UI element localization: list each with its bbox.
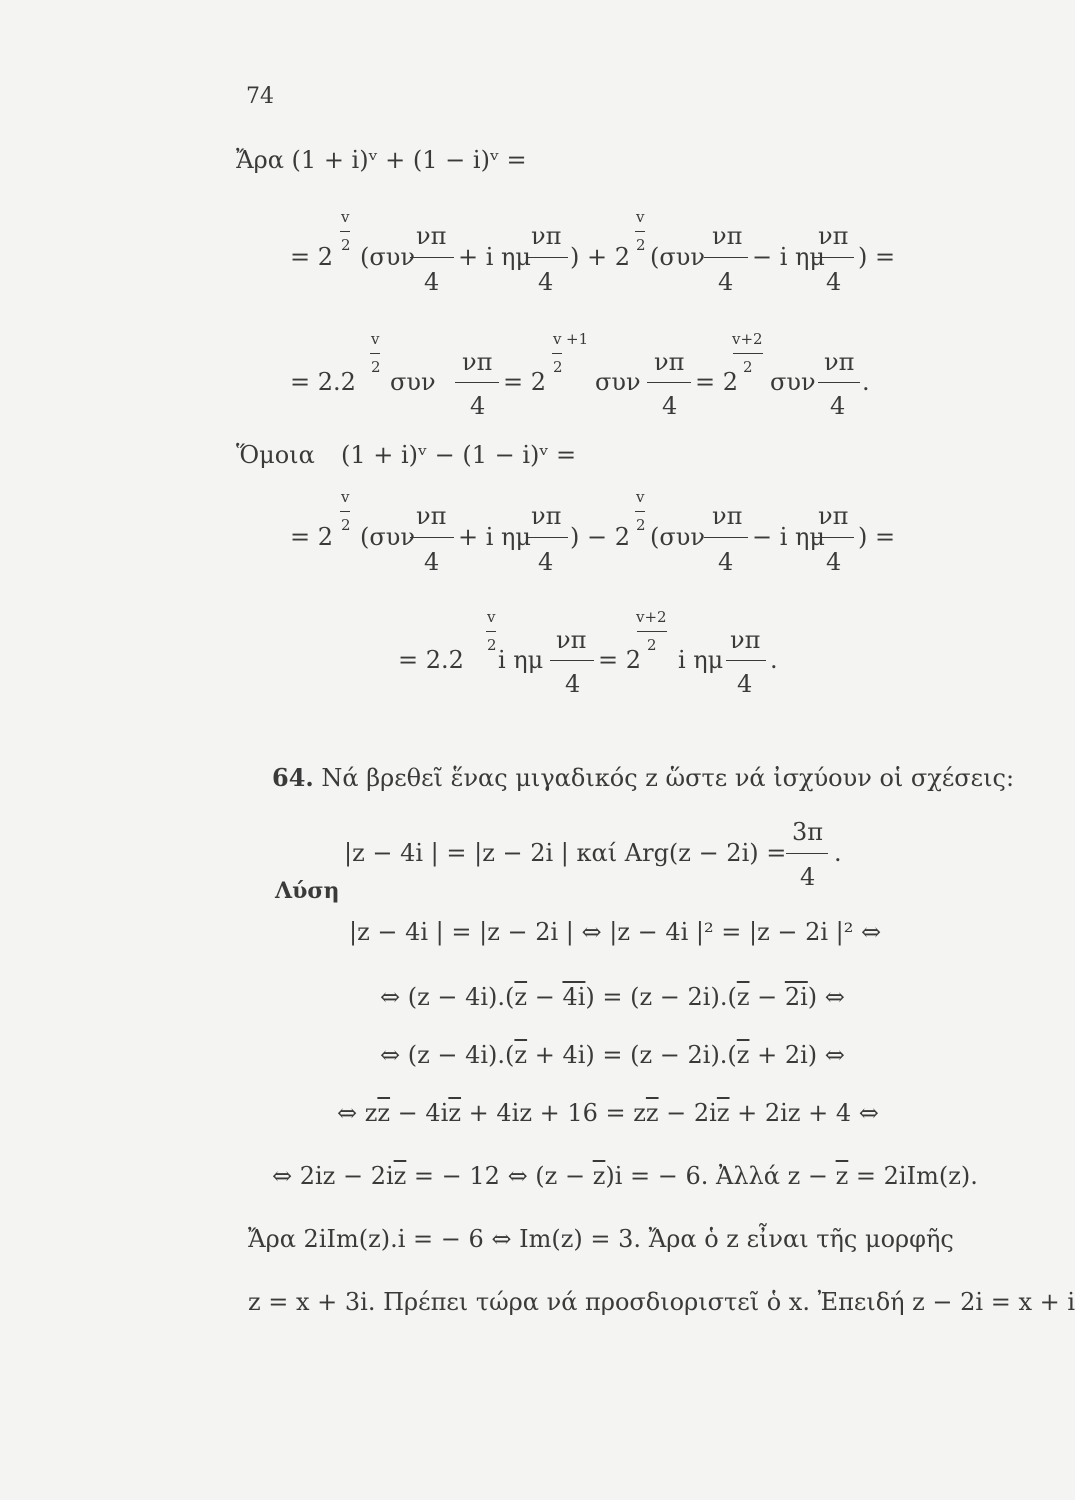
eq1-exp2-bar bbox=[635, 231, 645, 232]
eq1-frac2-num: νπ bbox=[531, 222, 562, 250]
arg-frac-den: 4 bbox=[800, 863, 816, 891]
eq1-frac-bar bbox=[410, 257, 454, 258]
eq2-frac3-num: νπ bbox=[824, 348, 855, 376]
eq4-frac2-bar bbox=[726, 660, 766, 661]
s3-e: + 2i) ⇔ bbox=[749, 1041, 845, 1069]
solution-step-6: Ἄρα 2iIm(z).i = − 6 ⇔ Im(z) = 3. Ἄρα ὁ z εἶναι τῆς μορφῆς bbox=[248, 1225, 954, 1253]
solution-step-4 bbox=[337, 1101, 879, 1125]
eq2-cos2: συν bbox=[595, 368, 641, 396]
eq3-lead: = 2 bbox=[290, 523, 334, 551]
eq4-frac-den: 4 bbox=[565, 670, 581, 698]
eq2-frac2-bar bbox=[647, 382, 691, 383]
eq1-frac3-den: 4 bbox=[718, 268, 734, 296]
condition-end: . bbox=[834, 839, 842, 867]
eq3-exp2-num: v bbox=[636, 488, 645, 506]
eq3-frac4-num: νπ bbox=[818, 502, 849, 530]
eq1-frac2-den: 4 bbox=[538, 268, 554, 296]
eq3-frac3-num: νπ bbox=[712, 502, 743, 530]
s3-c: + 4i) = (z − 2i).( bbox=[527, 1041, 737, 1069]
eq4-exp-num: v bbox=[487, 608, 496, 626]
eq2-lead: = 2.2 bbox=[290, 368, 356, 396]
s4-zbar4: $\overline{z}$ bbox=[716, 1099, 730, 1127]
eq4-exp-bar bbox=[486, 631, 496, 632]
eq2-exp2-plus: +1 bbox=[566, 330, 589, 348]
eq1-frac2-bar bbox=[526, 257, 568, 258]
solution-step-7: z = x + 3i. Πρέπει τώρα νά προσδιοριστεῖ ὁ x. Ἐπειδή z − 2i = x + i bbox=[248, 1288, 1075, 1316]
eq3-cos2: (συν bbox=[650, 523, 705, 551]
eq2-frac3-den: 4 bbox=[830, 392, 846, 420]
s2-i: ) ⇔ bbox=[807, 983, 845, 1011]
eq3-frac2-den: 4 bbox=[538, 548, 554, 576]
s2-a: ⇔ (z − 4i).( bbox=[380, 983, 515, 1011]
s2-g: − bbox=[749, 983, 785, 1011]
s4-i: + 2iz + 4 ⇔ bbox=[729, 1099, 879, 1127]
eq2-frac-num: νπ bbox=[462, 348, 493, 376]
s5-zbar: $\overline{z}$ bbox=[393, 1162, 407, 1190]
s3-a: ⇔ (z − 4i).( bbox=[380, 1041, 515, 1069]
s4-zbar2: $\overline{z}$ bbox=[448, 1099, 462, 1127]
eq2-end: . bbox=[862, 368, 870, 396]
eq3-frac3-bar bbox=[704, 537, 748, 538]
s3-zbar: $\overline{z}$ bbox=[514, 1041, 528, 1069]
eq3-exp-den: 2 bbox=[341, 516, 351, 534]
eq2-exp-bar bbox=[370, 353, 380, 354]
eq3-frac3-den: 4 bbox=[718, 548, 734, 576]
s5-g: = 2iIm(z). bbox=[848, 1162, 978, 1190]
eq4-exp-den: 2 bbox=[487, 636, 497, 654]
s5-e: )i = − 6. Ἀλλά z − bbox=[605, 1162, 836, 1190]
eq3-close-minus: ) − 2 bbox=[570, 523, 630, 551]
s4-a: ⇔ z bbox=[337, 1099, 378, 1127]
solution-step-1: |z − 4i | = |z − 2i | ⇔ |z − 4i |² = |z − 2i |² ⇔ bbox=[349, 918, 882, 946]
s2-4ibar: 4i bbox=[562, 983, 586, 1011]
eq4-exp2-num: v+2 bbox=[636, 608, 667, 626]
eq3-exp-num: v bbox=[341, 488, 350, 506]
eq3-isin: + i ημ bbox=[458, 523, 532, 551]
difference-equation: (1 + i)ᵛ − (1 − i)ᵛ = bbox=[341, 441, 577, 469]
eq3-minus-isin: − i ημ bbox=[752, 523, 826, 551]
eq2-exp-num: v bbox=[371, 330, 380, 348]
eq2-exp2-bar bbox=[552, 353, 562, 354]
eq3-frac-bar bbox=[410, 537, 454, 538]
eq4-exp2-den: 2 bbox=[647, 636, 657, 654]
s5-a: ⇔ 2iz − 2i bbox=[272, 1162, 394, 1190]
eq3-frac2-bar bbox=[526, 537, 568, 538]
arg-frac-num: 3π bbox=[792, 818, 824, 846]
problem-statement bbox=[272, 763, 1015, 792]
s2-zbar: $\overline{z}$ bbox=[514, 983, 528, 1011]
s5-zbar3: $\overline{z}$ bbox=[835, 1162, 849, 1190]
eq1-frac4-den: 4 bbox=[826, 268, 842, 296]
eq2-exp3-bar bbox=[733, 353, 763, 354]
solution-step-2 bbox=[380, 985, 845, 1009]
eq2-cos1: συν bbox=[390, 368, 436, 396]
eq1-exp2-num: v bbox=[636, 208, 645, 226]
eq4-lead: = 2.2 bbox=[398, 646, 464, 674]
eq4-frac2-den: 4 bbox=[737, 670, 753, 698]
eq1-frac4-bar bbox=[812, 257, 854, 258]
eq3-frac4-bar bbox=[812, 537, 854, 538]
s2-c: − bbox=[527, 983, 563, 1011]
s2-e: ) = (z − 2i).( bbox=[585, 983, 737, 1011]
eq1-minus-isin: − i ημ bbox=[752, 243, 826, 271]
eq1-exp-num: v bbox=[341, 208, 350, 226]
solution-label: Λύση bbox=[275, 878, 340, 904]
eq3-frac-den: 4 bbox=[424, 548, 440, 576]
s2-2ibar: 2i bbox=[784, 983, 808, 1011]
eq4-frac-bar bbox=[550, 660, 594, 661]
s3-zbar2: $\overline{z}$ bbox=[736, 1041, 750, 1069]
eq2-cos3: συν bbox=[770, 368, 816, 396]
eq1-frac-den: 4 bbox=[424, 268, 440, 296]
eq3-frac-num: νπ bbox=[416, 502, 447, 530]
eq2-exp2-num: v bbox=[553, 330, 562, 348]
eq2-frac2-num: νπ bbox=[654, 348, 685, 376]
eq4-eq2: = 2 bbox=[598, 646, 642, 674]
eq4-frac2-num: νπ bbox=[730, 626, 761, 654]
eq3-frac2-num: νπ bbox=[531, 502, 562, 530]
s4-zbar: $\overline{z}$ bbox=[377, 1099, 391, 1127]
eq2-exp2-den: 2 bbox=[553, 358, 563, 376]
page-number: 74 bbox=[246, 84, 274, 109]
eq1-frac3-num: νπ bbox=[712, 222, 743, 250]
s4-e: + 4iz + 16 = z bbox=[461, 1099, 646, 1127]
eq3-exp2-den: 2 bbox=[636, 516, 646, 534]
eq4-end: . bbox=[770, 646, 778, 674]
s4-g: − 2i bbox=[658, 1099, 717, 1127]
intro-equation: Ἄρα (1 + i)ᵛ + (1 − i)ᵛ = bbox=[236, 146, 527, 174]
eq1-cos: (συν bbox=[360, 243, 415, 271]
eq4-frac-num: νπ bbox=[556, 626, 587, 654]
eq1-close-eq: ) = bbox=[858, 243, 896, 271]
s4-zbar3: $\overline{z}$ bbox=[645, 1099, 659, 1127]
problem-condition: |z − 4i | = |z − 2i | καί Arg(z − 2i) = bbox=[344, 839, 787, 867]
s2-zbar2: $\overline{z}$ bbox=[736, 983, 750, 1011]
eq2-frac3-bar bbox=[818, 382, 860, 383]
eq1-exp-den: 2 bbox=[341, 236, 351, 254]
problem-text: Νά βρεθεῖ ἕνας μιγαδικός z ὥστε νά ἰσχύουν οἱ σχέσεις: bbox=[321, 764, 1015, 792]
eq3-exp2-bar bbox=[635, 511, 645, 512]
s4-c: − 4i bbox=[390, 1099, 449, 1127]
eq4-exp2-bar bbox=[637, 631, 667, 632]
eq2-eq2b: = 2 bbox=[695, 368, 739, 396]
eq2-frac-bar bbox=[455, 382, 499, 383]
solution-step-3 bbox=[380, 1043, 845, 1067]
problem-number: 64. bbox=[272, 763, 314, 792]
eq1-frac-num: νπ bbox=[416, 222, 447, 250]
eq2-frac2-den: 4 bbox=[662, 392, 678, 420]
eq2-exp-den: 2 bbox=[371, 358, 381, 376]
eq1-frac3-bar bbox=[704, 257, 748, 258]
eq2-exp3-den: 2 bbox=[743, 358, 753, 376]
eq3-exp-bar bbox=[340, 511, 350, 512]
solution-step-5 bbox=[272, 1164, 978, 1188]
eq1-cos2: (συν bbox=[650, 243, 705, 271]
arg-frac-bar bbox=[786, 853, 828, 854]
eq1-exp-bar bbox=[340, 231, 350, 232]
similarly-word: Ὅμοια bbox=[236, 441, 315, 469]
s5-zbar2: $\overline{z}$ bbox=[592, 1162, 606, 1190]
eq2-frac-den: 4 bbox=[470, 392, 486, 420]
eq3-frac4-den: 4 bbox=[826, 548, 842, 576]
eq1-isin: + i ημ bbox=[458, 243, 532, 271]
eq3-close-eq: ) = bbox=[858, 523, 896, 551]
eq1-exp2-den: 2 bbox=[636, 236, 646, 254]
eq2-exp3-num: v+2 bbox=[732, 330, 763, 348]
eq4-isin1: i ημ bbox=[498, 646, 544, 674]
eq4-isin2: i ημ bbox=[678, 646, 724, 674]
eq3-cos: (συν bbox=[360, 523, 415, 551]
eq2-eq2: = 2 bbox=[503, 368, 547, 396]
eq1-lead: = 2 bbox=[290, 243, 334, 271]
eq1-close-plus: ) + 2 bbox=[570, 243, 630, 271]
s5-c: = − 12 ⇔ (z − bbox=[406, 1162, 593, 1190]
eq1-frac4-num: νπ bbox=[818, 222, 849, 250]
